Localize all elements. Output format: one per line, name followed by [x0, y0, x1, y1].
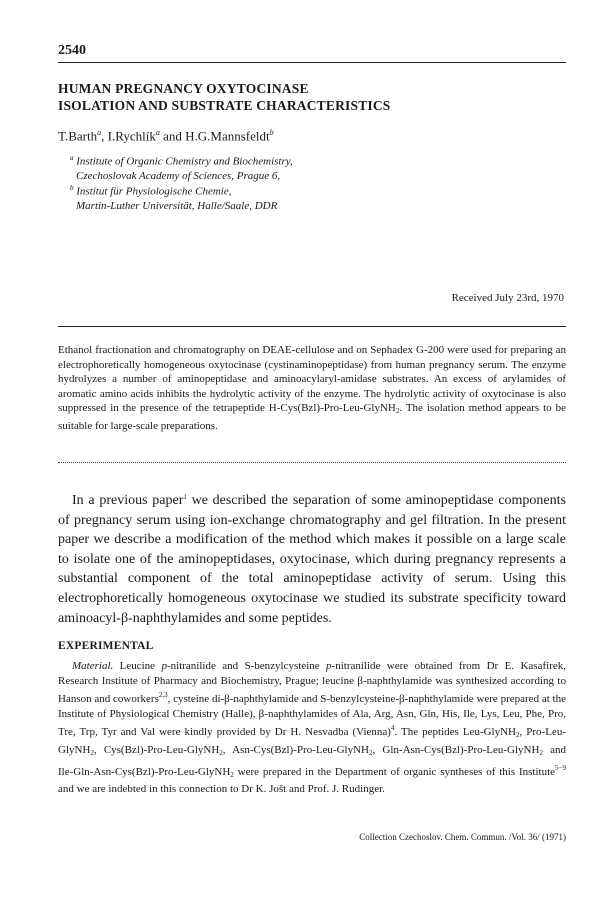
author-3: H.G.Mannsfeldt — [185, 128, 270, 144]
affiliation-b-mark: b — [70, 184, 74, 192]
material-text: . The peptides Leu-GlyNH — [394, 726, 516, 739]
material-text: Leucine — [113, 660, 162, 672]
material-text: , Cys(Bzl)-Pro-Leu-GlyNH — [93, 743, 220, 756]
author-2: I.Rychlík — [107, 128, 156, 144]
introduction-paragraph — [58, 488, 566, 628]
material-text: , Pro-Leu-GlyNH — [58, 726, 566, 756]
material-text: and we are indebted in this connection to Dr K. Jošt and Prof. J. Rudinger. — [58, 783, 385, 796]
author-3-mark: b — [269, 128, 274, 137]
material-subscript: 2 — [230, 770, 234, 779]
abstract — [58, 343, 566, 434]
material-lead: Material. — [72, 660, 114, 672]
intro-ref-1: 1 — [183, 493, 187, 501]
material-italic-p: p — [326, 660, 332, 672]
abstract-subscript: 2 — [395, 407, 400, 416]
affiliation-a-line-2: Czechoslovak Academy of Sciences, Prague 6, — [76, 170, 281, 183]
received-date: Received July 23rd, 1970 — [451, 292, 564, 304]
affiliation-b — [70, 181, 277, 214]
material-text: were prepared in the Department of organic syntheses of this Institute — [233, 765, 556, 778]
abstract-text-2: . The isolation method appears to be suitable for large-scale preparations. — [58, 402, 566, 432]
abstract-top-rule — [58, 326, 566, 327]
material-paragraph — [58, 659, 566, 797]
material-subscript: 2 — [368, 748, 373, 757]
material-ref: 5−9 — [555, 763, 566, 772]
author-1-mark: a — [97, 128, 102, 137]
journal-footer: Collection Czechoslov. Chem. Commun. /Vol. 36/ (1971) — [359, 832, 566, 842]
article-title — [58, 80, 391, 114]
material-italic-p: p — [161, 660, 167, 672]
affiliation-a-line-1: Institute of Organic Chemistry and Biochemistry, — [76, 155, 293, 168]
page-number: 2540 — [58, 43, 86, 58]
material-text: -nitranilide and S-benzylcysteine — [166, 660, 327, 672]
header-rule — [58, 62, 566, 63]
author-1: T.Barth — [58, 128, 98, 144]
material-text: -nitranilide were obtained from Dr E. Kasafirek, Research Institute of Pharmacy and Biochemistry, Prague; leucine β-naphthylamide was synthesized according to Hanson and coworkers — [58, 660, 566, 706]
affiliation-b-line-2: Martin-Luther Universität, Halle/Saale, DDR — [76, 200, 278, 213]
author-list: T.Barth$^a$, I.Rychlík$^a$ and H.G.Mannsfeldt$^b$ — [58, 128, 274, 144]
material-text: , Asn-Cys(Bzl)-Pro-Leu-GlyNH — [222, 743, 369, 756]
affiliation-a — [70, 151, 293, 184]
material-text: and Ile-Gln-Asn-Cys(Bzl)-Pro-Leu-GlyNH — [58, 743, 566, 778]
title-line-1: HUMAN PREGNANCY OXYTOCINASE — [58, 81, 309, 96]
material-subscript: 2 — [539, 748, 543, 757]
affiliation-b-line-1: Institut für Physiologische Chemie, — [76, 185, 232, 198]
affiliation-a-mark: a — [70, 154, 74, 162]
abstract-bottom-rule — [58, 462, 566, 463]
material-text: , Gln-Asn-Cys(Bzl)-Pro-Leu-GlyNH — [372, 743, 540, 756]
author-conjunction: and — [163, 128, 182, 144]
material-text: , cysteine di-β-naphthylamide and S-benzylcysteine-β-naphthylamide were prepared at the Institute of Physiological Chemistry (Halle), β-naphthylamides of Ala, Arg, Asn, Gln, His, Ile, Lys, Leu, Phe, Pro, Tre, Trp, Tyr and Val were kindly provided by Dr H. Nesvadba (Vienna) — [58, 693, 566, 739]
section-heading: EXPERIMENTAL — [58, 640, 154, 652]
intro-text-1: In a previous paper — [72, 493, 184, 508]
material-subscript: 2 — [516, 731, 520, 740]
intro-text-2: we described the separation of some aminopeptidase components of pregnancy serum using ion-exchange chromatography and gel filtration. In the present paper we describe a modification of the method which makes it possible on a large scale to isolate one of the aminopeptidases, oxytocinase, which during pregnancy represents a substantial component of the total aminopeptidase activity of serum. Using this electrophoretically homogeneous oxytocinase we studied its substrate specificity toward aminoacyl-β-naphthylamides and some peptides. — [58, 493, 566, 626]
material-ref: 2,3 — [158, 691, 168, 700]
title-line-2: ISOLATION AND SUBSTRATE CHARACTERISTICS — [58, 98, 391, 113]
author-2-mark: a — [155, 128, 160, 137]
material-ref: 4 — [390, 724, 395, 733]
abstract-text-1: Ethanol fractionation and chromatography on DEAE-cellulose and on Sephadex G-200 were used for preparing an electrophoretically homogeneous oxytocinase (cystinaminopeptidase) from human pregnancy serum. The enzyme hydrolyzes a number of aminopeptidase and aminoacylaryl-amidase substrates. An excess of arylamides of aromatic amino acids inhibits the hydrolytic activity of the enzyme. The hydrolytic activity of oxytocinase is also suppressed in the presence of the tetrapeptide H-Cys(Bzl)-Pro-Leu-GlyNH — [58, 344, 566, 415]
material-subscript: 2 — [219, 748, 223, 757]
material-subscript: 2 — [90, 748, 94, 757]
